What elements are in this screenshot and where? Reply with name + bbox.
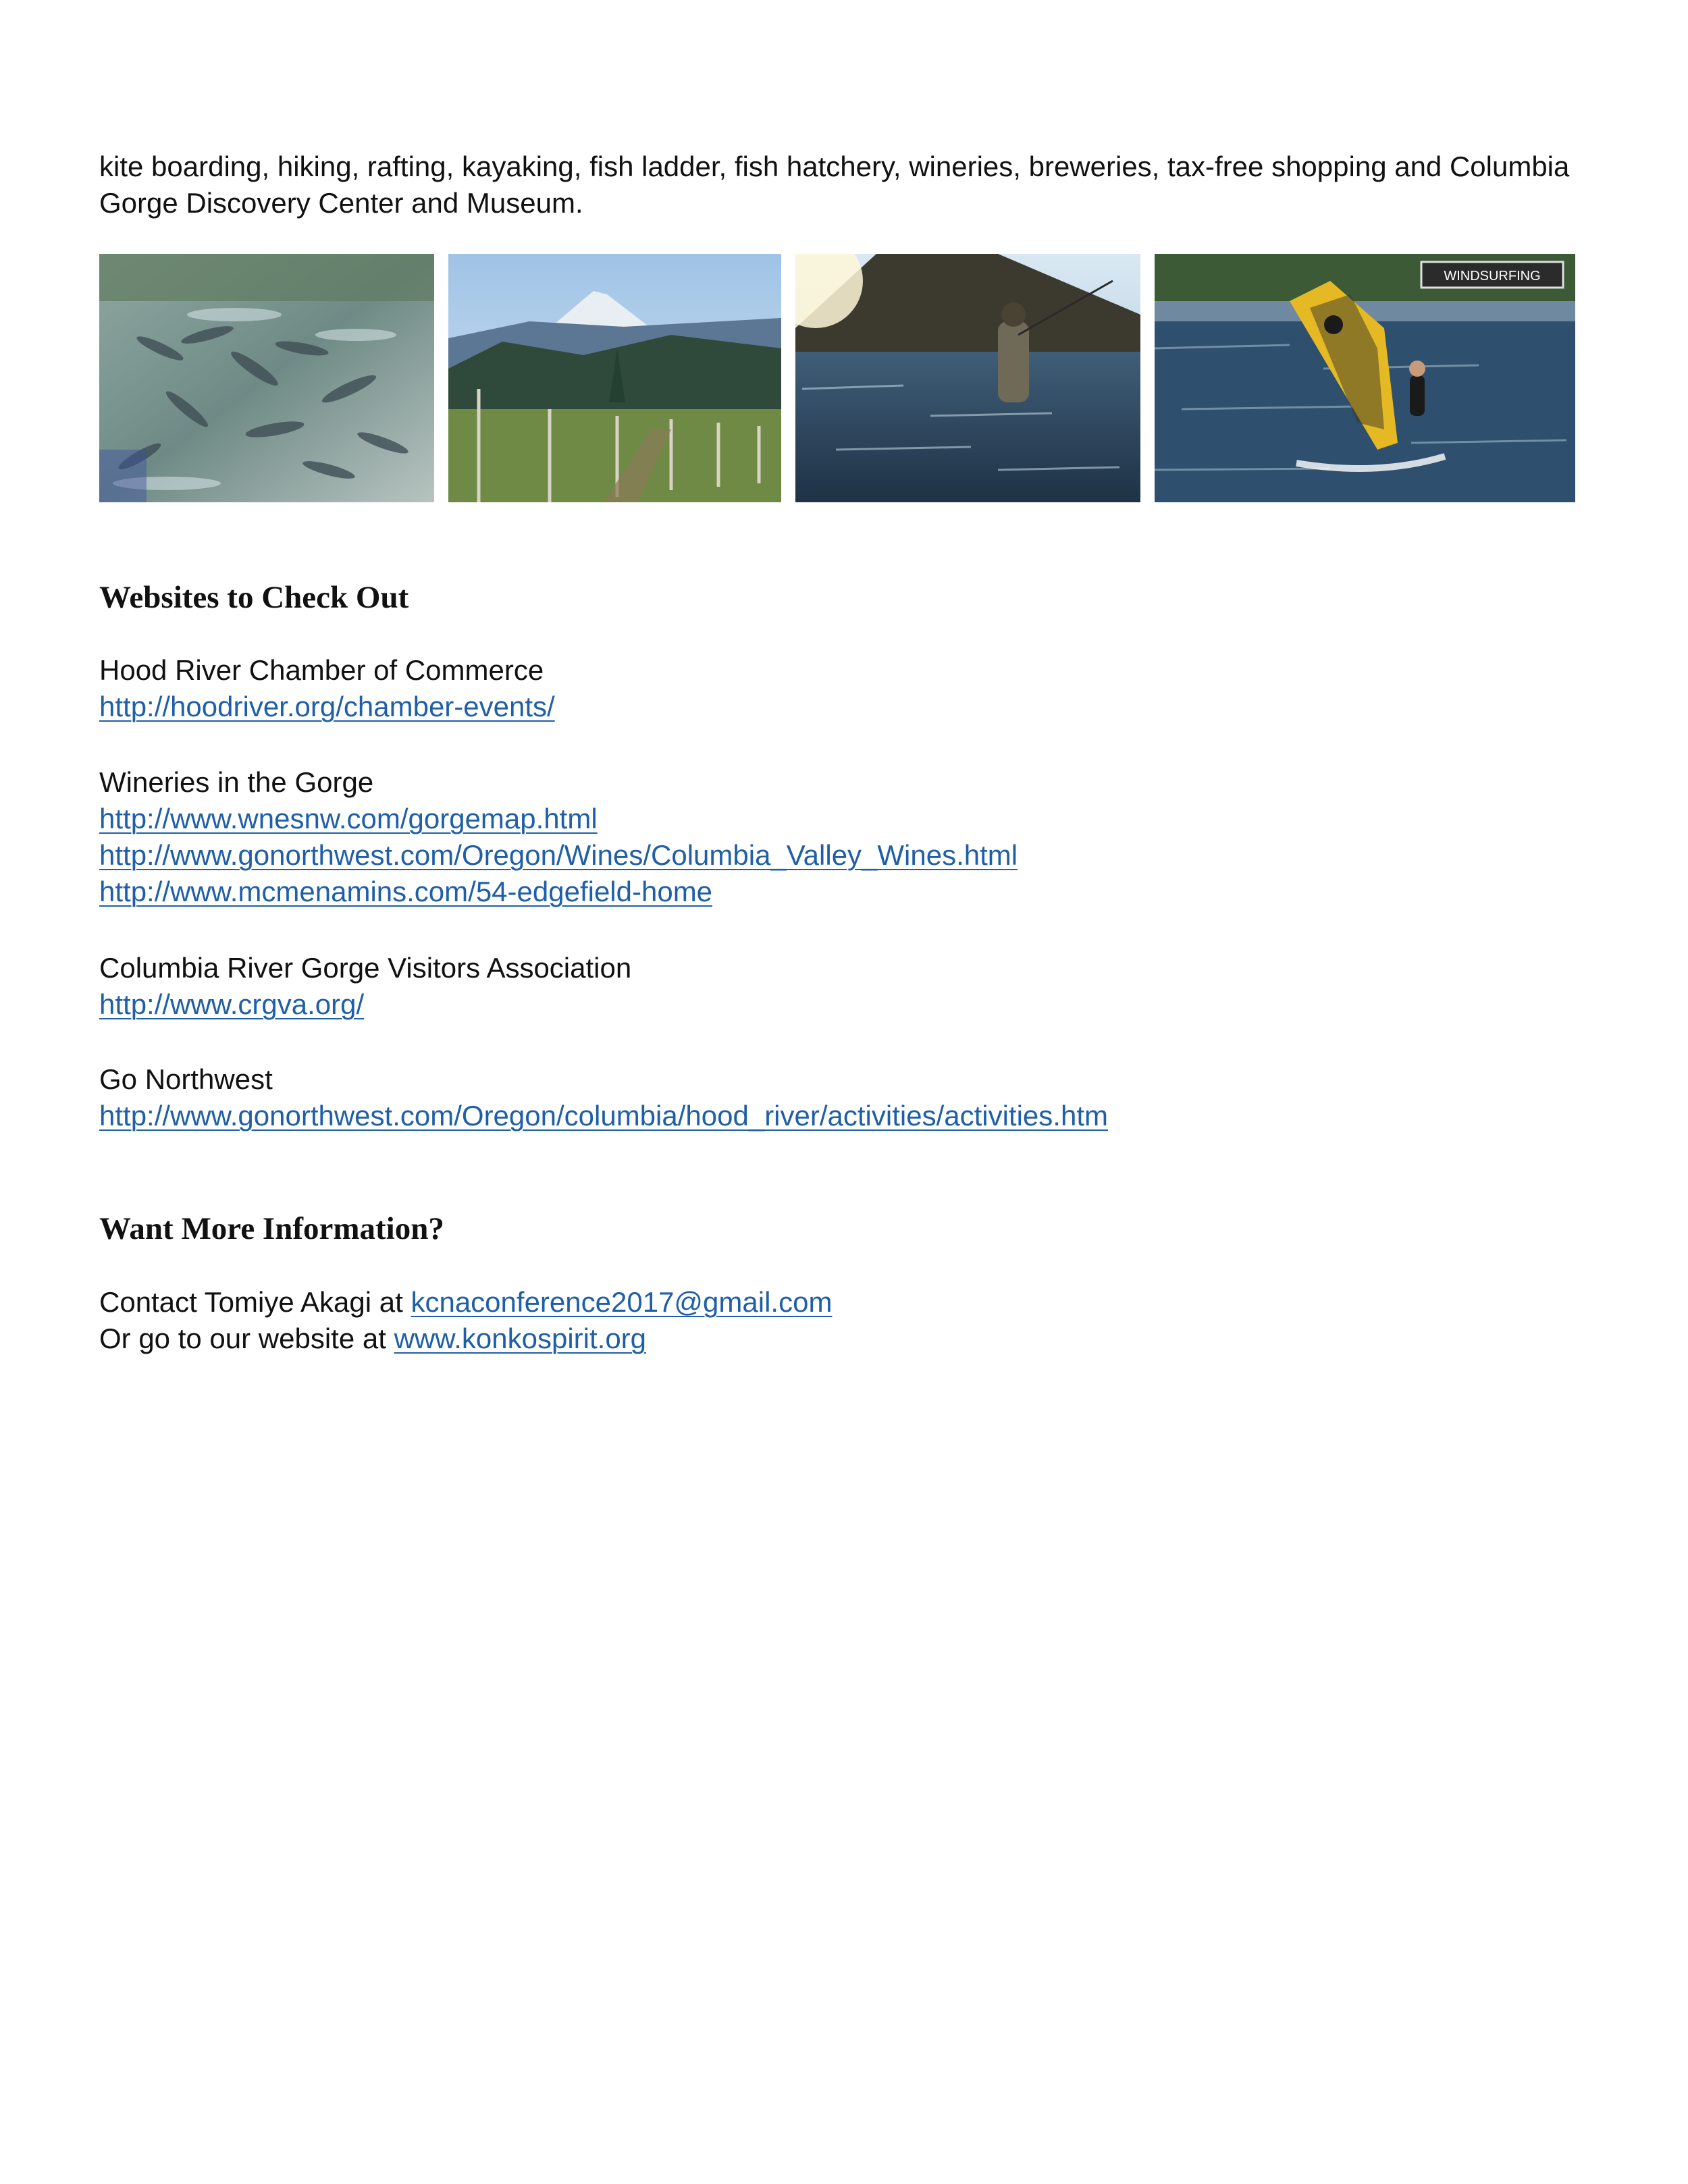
- link-gorgemap[interactable]: http://www.wnesnw.com/gorgemap.html: [99, 803, 598, 834]
- intro-line-1: kite boarding, hiking, rafting, kayaking, fish ladder, fish hatchery, wineries, breweries, tax-free shopping and Columbia: [99, 151, 1570, 182]
- website-line: [99, 1321, 832, 1357]
- link-crgva[interactable]: http://www.crgva.org/: [99, 988, 365, 1020]
- intro-paragraph: [99, 149, 1569, 221]
- windsurfing-photo: [1155, 254, 1575, 502]
- fish-hatchery-photo: [99, 254, 434, 502]
- group-title: Go Northwest: [99, 1063, 273, 1095]
- link-columbia-valley-wines[interactable]: http://www.gonorthwest.com/Oregon/Wines/Columbia_Valley_Wines.html: [99, 839, 1018, 871]
- link-hood-river-activities[interactable]: http://www.gonorthwest.com/Oregon/columbia/hood_river/activities/activities.htm: [99, 1100, 1108, 1131]
- group-wineries: [99, 764, 1018, 910]
- link-edgefield[interactable]: http://www.mcmenamins.com/54-edgefield-home: [99, 876, 713, 907]
- group-title: Columbia River Gorge Visitors Association: [99, 952, 632, 984]
- contact-email-link[interactable]: kcnaconference2017@gmail.com: [411, 1286, 833, 1318]
- contact-line: [99, 1284, 832, 1321]
- website-prefix: Or go to our website at: [99, 1323, 394, 1354]
- group-visitors-association: [99, 950, 631, 1023]
- intro-line-2: Gorge Discovery Center and Museum.: [99, 187, 583, 219]
- info-heading: Want More Information?: [99, 1211, 444, 1246]
- mount-hood-vineyard-photo: [448, 254, 781, 502]
- group-title: Wineries in the Gorge: [99, 766, 374, 798]
- link-chamber-events[interactable]: http://hoodriver.org/chamber-events/: [99, 691, 555, 722]
- websites-heading: Websites to Check Out: [99, 580, 409, 615]
- group-title: Hood River Chamber of Commerce: [99, 654, 544, 686]
- website-link[interactable]: www.konkospirit.org: [394, 1323, 647, 1354]
- group-go-northwest: [99, 1061, 1108, 1134]
- group-chamber: [99, 652, 555, 725]
- contact-prefix: Contact Tomiye Akagi at: [99, 1286, 411, 1318]
- windsurfing-label: WINDSURFING: [1444, 269, 1541, 284]
- info-contact: [99, 1284, 832, 1357]
- fly-fishing-photo: [795, 254, 1140, 502]
